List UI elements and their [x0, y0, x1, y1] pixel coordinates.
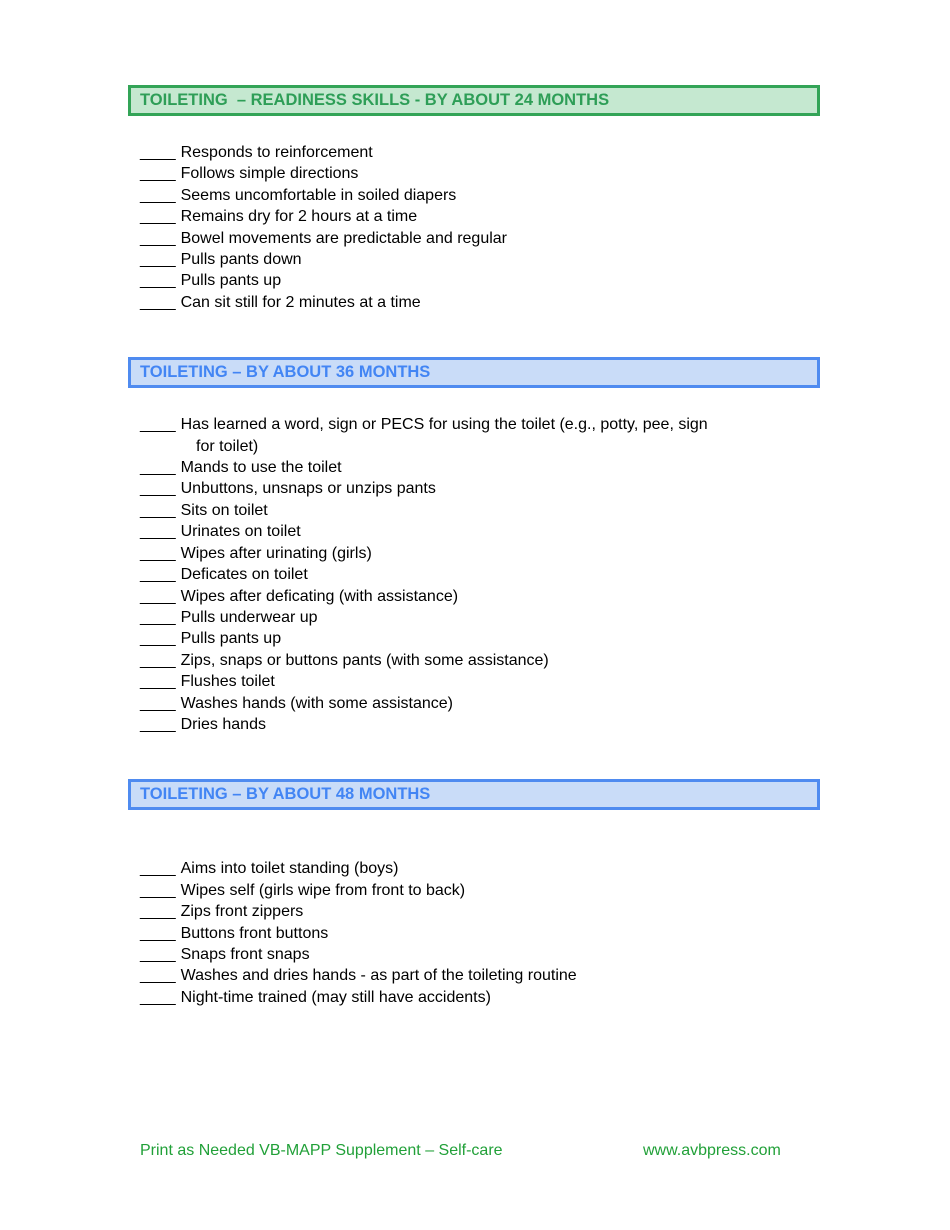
blank-line: ____	[140, 903, 176, 921]
blank-line: ____	[140, 587, 176, 605]
item-text: Pulls pants up	[180, 630, 282, 648]
blank-line: ____	[140, 523, 176, 541]
footer-website: www.avbpress.com	[643, 1142, 781, 1159]
blank-line: ____	[140, 608, 176, 626]
section-header	[128, 85, 820, 116]
blank-line: ____	[140, 272, 176, 290]
checklist-item	[140, 564, 820, 585]
item-text: Aims into toilet standing (boys)	[180, 860, 399, 878]
item-text: Urinates on toilet	[180, 523, 301, 541]
blank-line: ____	[140, 924, 176, 942]
checklist-item	[140, 693, 820, 714]
checklist-item	[140, 228, 820, 249]
checklist-items	[128, 414, 820, 735]
item-text: Deficates on toilet	[180, 566, 308, 584]
blank-line: ____	[140, 673, 176, 691]
blank-line: ____	[140, 694, 176, 712]
blank-line: ____	[140, 945, 176, 963]
item-text: Seems uncomfortable in soiled diapers	[180, 186, 457, 204]
blank-line: ____	[140, 165, 176, 183]
checklist-item	[140, 714, 820, 735]
item-text: Pulls pants down	[180, 251, 302, 269]
item-text: Bowel movements are predictable and regular	[180, 229, 507, 247]
item-text: Remains dry for 2 hours at a time	[180, 208, 418, 226]
item-text: Snaps front snaps	[180, 945, 310, 963]
blank-line: ____	[140, 208, 176, 226]
checklist-sections	[128, 85, 820, 1008]
item-text: Dries hands	[180, 715, 266, 733]
item-text-continuation: for toilet)	[196, 437, 259, 455]
blank-line: ____	[140, 186, 176, 204]
blank-line: ____	[140, 144, 176, 161]
footer-print-note: Print as Needed VB-MAPP Supplement – Self-care	[140, 1142, 503, 1159]
checklist-items	[128, 858, 820, 1008]
item-text: Responds to reinforcement	[180, 144, 373, 161]
checklist-item	[140, 521, 820, 542]
blank-line: ____	[140, 860, 176, 878]
blank-line: ____	[140, 459, 176, 477]
checklist-item	[140, 607, 820, 628]
section-header	[128, 779, 820, 810]
item-text: Washes and dries hands - as part of the toileting routine	[180, 967, 577, 985]
item-text: Zips front zippers	[180, 903, 304, 921]
item-text: Can sit still for 2 minutes at a time	[180, 293, 421, 311]
section-title: TOILETING – BY ABOUT 36 MONTHS	[140, 363, 431, 382]
item-text: Buttons front buttons	[180, 924, 329, 942]
blank-line: ____	[140, 251, 176, 269]
checklist-item	[140, 185, 820, 206]
item-text: Wipes self (girls wipe from front to back)	[180, 881, 466, 899]
checklist-item	[140, 500, 820, 521]
blank-line: ____	[140, 988, 176, 1006]
item-text: Night-time trained (may still have accidents)	[180, 988, 491, 1006]
section-title: TOILETING – READINESS SKILLS - BY ABOUT 24 MONTHS	[140, 91, 610, 109]
checklist-item	[140, 628, 820, 649]
checklist-item	[140, 457, 820, 478]
checklist-item	[140, 142, 820, 163]
item-text: Zips, snaps or buttons pants (with some assistance)	[180, 651, 549, 669]
item-text: Unbuttons, unsnaps or unzips pants	[180, 480, 436, 498]
checklist-item	[140, 671, 820, 692]
item-text: Sits on toilet	[180, 501, 268, 519]
item-text: Flushes toilet	[180, 673, 275, 691]
blank-line: ____	[140, 881, 176, 899]
item-text: Wipes after deficating (with assistance)	[180, 587, 459, 605]
checklist-item	[140, 987, 820, 1008]
checklist-item	[140, 206, 820, 227]
checklist-item	[140, 880, 820, 901]
checklist-item	[140, 163, 820, 184]
item-text: Follows simple directions	[180, 165, 359, 183]
checklist-item	[140, 965, 820, 986]
blank-line: ____	[140, 229, 176, 247]
item-text: Pulls pants up	[180, 272, 282, 290]
blank-line: ____	[140, 967, 176, 985]
blank-line: ____	[140, 630, 176, 648]
section-header	[128, 357, 820, 388]
checklist-item	[140, 650, 820, 671]
checklist-section	[128, 357, 820, 735]
checklist-items	[128, 142, 820, 313]
checklist-item	[140, 944, 820, 965]
item-text: Pulls underwear up	[180, 608, 318, 626]
item-text: Washes hands (with some assistance)	[180, 694, 453, 712]
checklist-item	[140, 901, 820, 922]
item-text: Mands to use the toilet	[180, 459, 342, 477]
blank-line: ____	[140, 480, 176, 498]
checklist-section	[128, 779, 820, 1008]
checklist-item	[140, 923, 820, 944]
checklist-section	[128, 85, 820, 313]
checklist-item	[140, 292, 820, 313]
checklist-item	[140, 543, 820, 564]
blank-line: ____	[140, 544, 176, 562]
checklist-item	[140, 586, 820, 607]
checklist-item	[140, 270, 820, 291]
blank-line: ____	[140, 651, 176, 669]
item-text: Wipes after urinating (girls)	[180, 544, 372, 562]
blank-line: ____	[140, 293, 176, 311]
blank-line: ____	[140, 715, 176, 733]
blank-line: ____	[140, 566, 176, 584]
blank-line: ____	[140, 416, 176, 434]
checklist-item	[140, 249, 820, 270]
checklist-item	[140, 478, 820, 499]
blank-line: ____	[140, 501, 176, 519]
item-text: Has learned a word, sign or PECS for using the toilet (e.g., potty, pee, sign	[180, 416, 708, 434]
checklist-item	[140, 414, 820, 457]
checklist-item	[140, 858, 820, 879]
section-title: TOILETING – BY ABOUT 48 MONTHS	[140, 785, 431, 804]
